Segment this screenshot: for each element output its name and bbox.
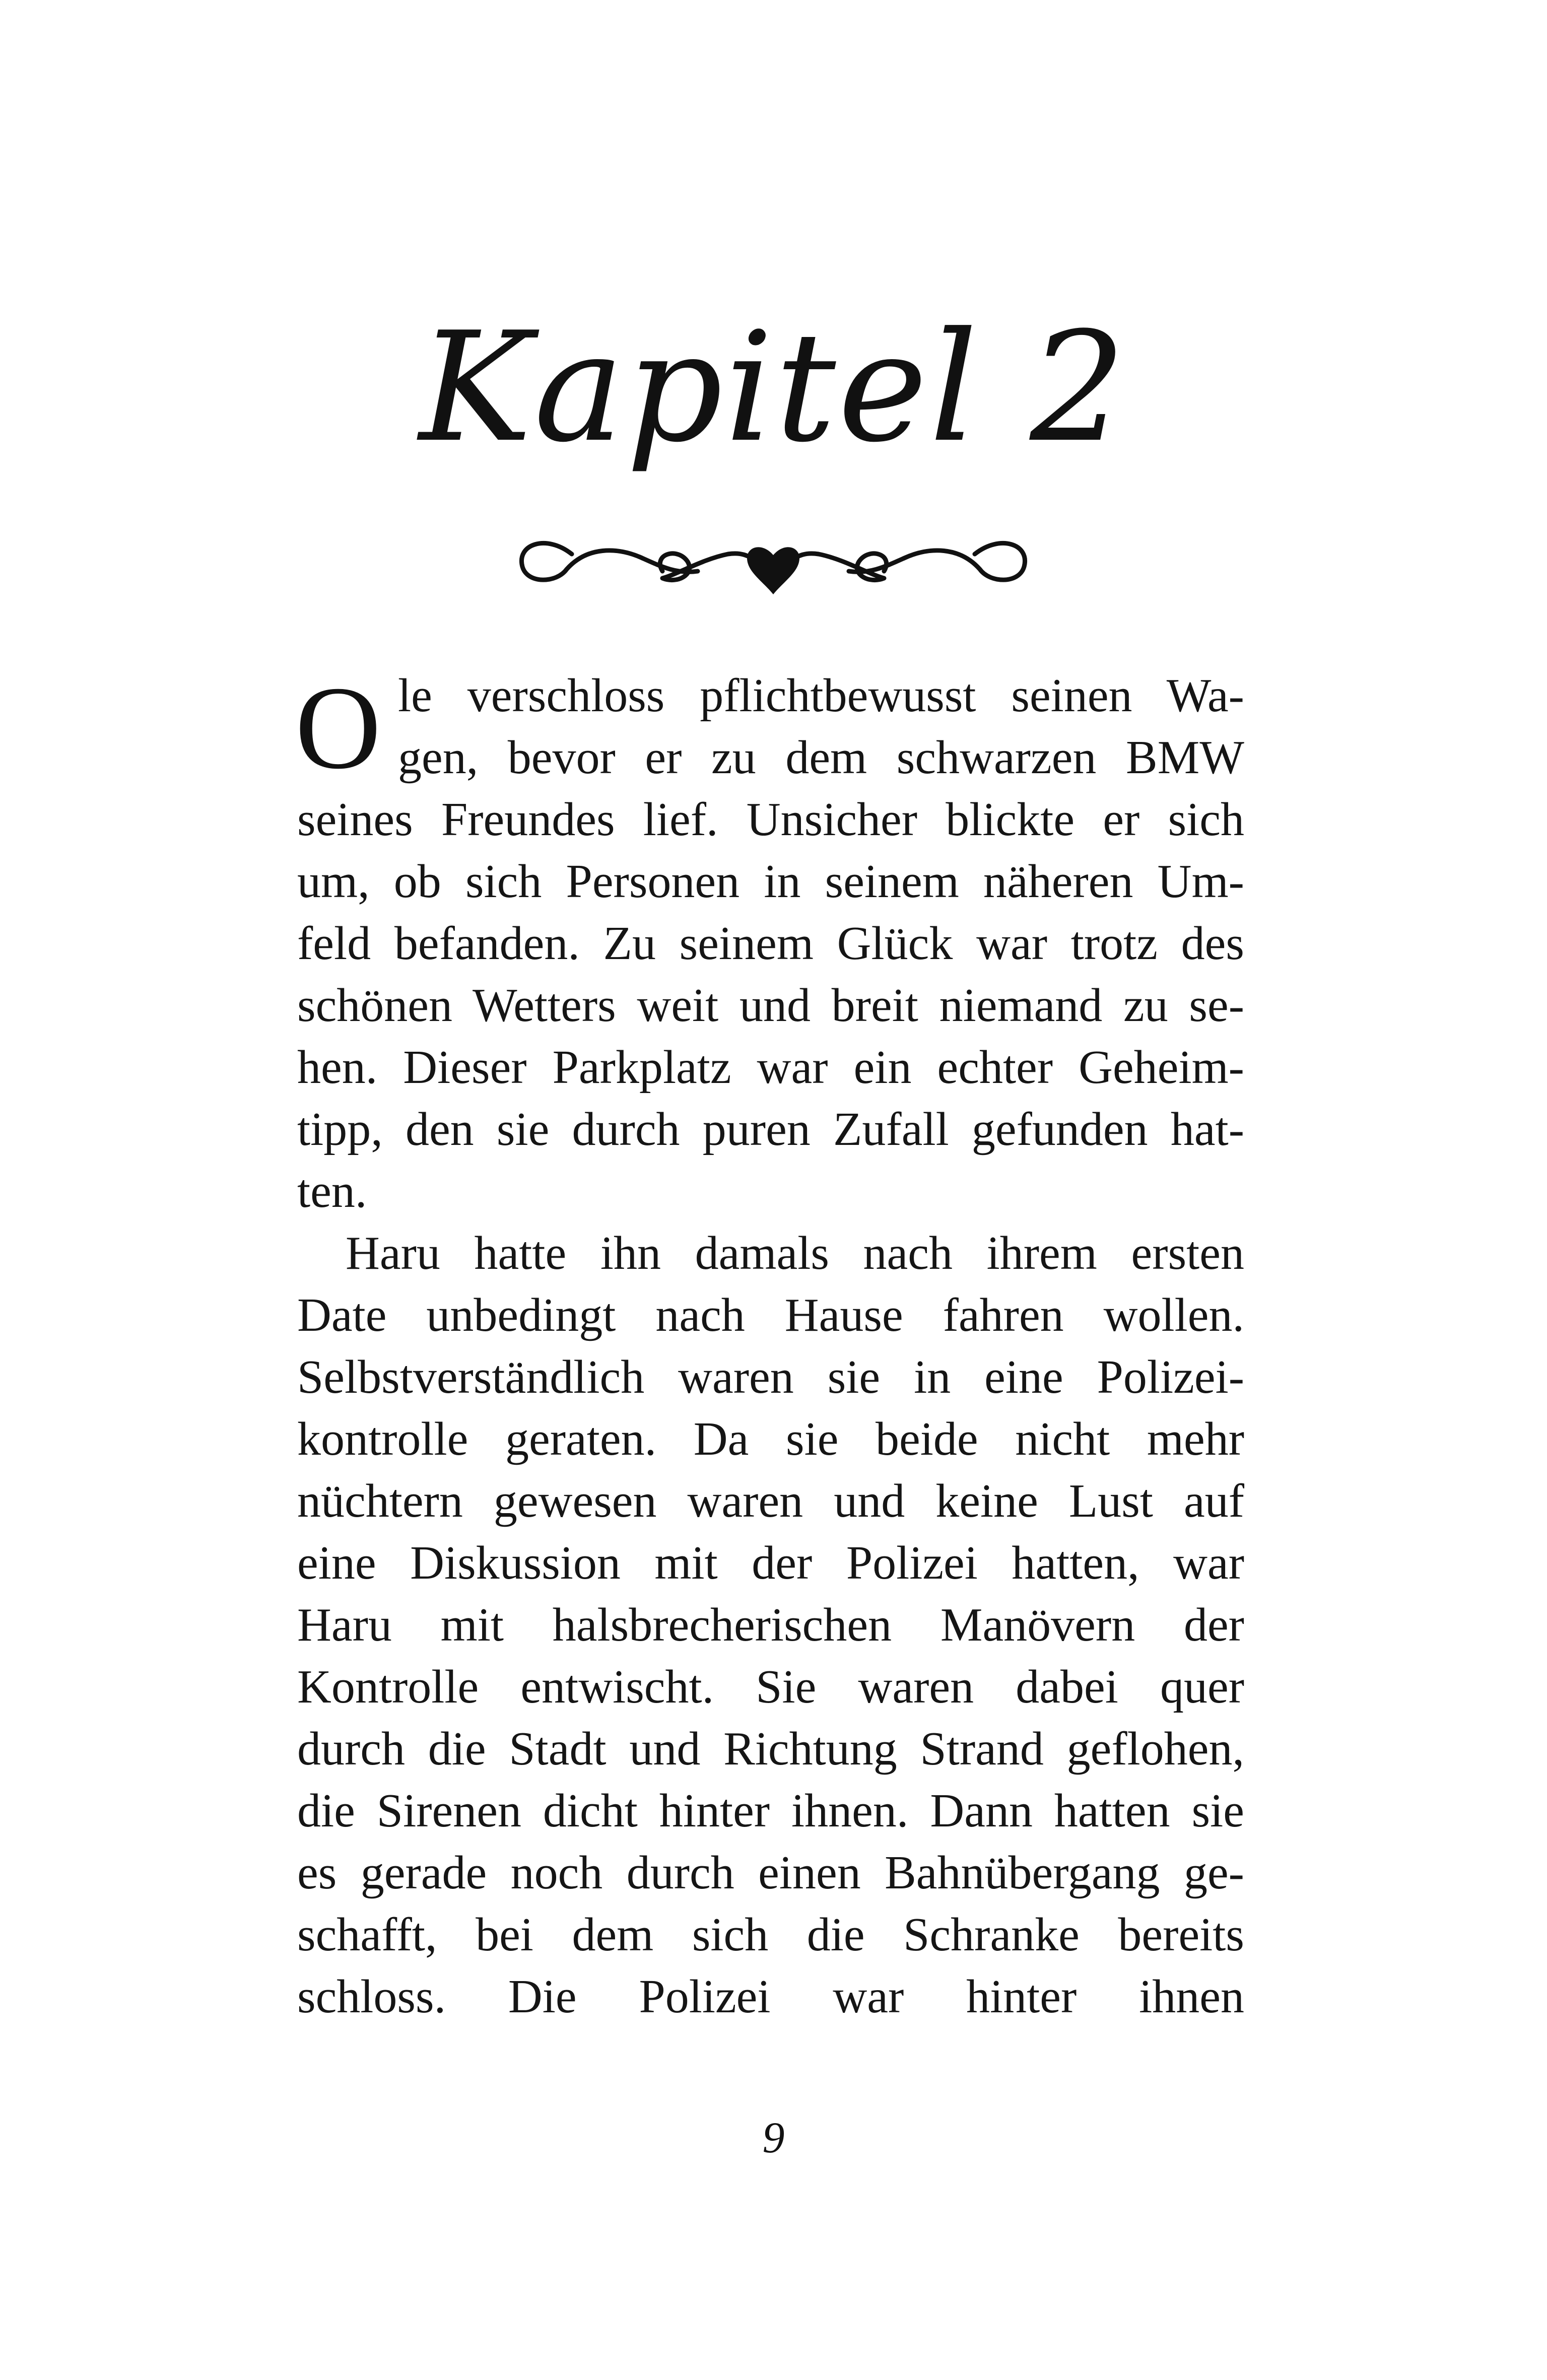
- text-line: ten.: [297, 1165, 367, 1217]
- text-line: nüchtern gewesen waren und keine Lust auf: [297, 1475, 1244, 1527]
- text-line: Date unbedingt nach Hause fahren wollen.: [297, 1289, 1244, 1341]
- text-line: schafft, bei dem sich die Schranke bereits: [297, 1909, 1244, 1961]
- text-line: schönen Wetters weit und breit niemand zu se-: [297, 979, 1244, 1032]
- paragraph-1: [295, 662, 1244, 1222]
- text-line: kontrolle geraten. Da sie beide nicht mehr: [297, 1413, 1244, 1465]
- text-line: le verschloss pflichtbewusst seinen Wa-: [398, 669, 1244, 722]
- chapter-title: Kapitel 2: [419, 300, 1128, 475]
- paragraph-2: [297, 1222, 1244, 2028]
- text-line: durch die Stadt und Richtung Strand geflohen,: [297, 1723, 1244, 1775]
- text-line: Haru hatte ihn damals nach ihrem ersten: [346, 1227, 1244, 1279]
- heart-flourish-icon: [511, 519, 1035, 599]
- drop-cap: O: [295, 662, 381, 794]
- text-line: schloss. Die Polizei war hinter ihnen: [297, 1970, 1244, 2023]
- text-line: gen, bevor er zu dem schwarzen BMW: [398, 731, 1244, 784]
- text-line: feld befanden. Zu seinem Glück war trotz des: [297, 917, 1244, 970]
- text-line: eine Diskussion mit der Polizei hatten, war: [297, 1537, 1244, 1589]
- text-line: hen. Dieser Parkplatz war ein echter Geheim-: [297, 1041, 1244, 1094]
- text-line: seines Freundes lief. Unsicher blickte er sich: [297, 793, 1244, 846]
- text-line: tipp, den sie durch puren Zufall gefunden hat-: [297, 1103, 1244, 1155]
- text-line: um, ob sich Personen in seinem näheren Um-: [297, 855, 1244, 908]
- chapter-body: [295, 662, 1244, 2028]
- page-number: 9: [762, 2114, 785, 2162]
- text-line: es gerade noch durch einen Bahnübergang ge-: [297, 1847, 1244, 1899]
- text-line: die Sirenen dicht hinter ihnen. Dann hatten sie: [297, 1785, 1244, 1837]
- text-line: Haru mit halsbrecherischen Manövern der: [297, 1599, 1244, 1651]
- text-line: Kontrolle entwischt. Sie waren dabei quer: [297, 1661, 1244, 1713]
- text-line: Selbstverständlich waren sie in eine Polizei-: [297, 1351, 1244, 1403]
